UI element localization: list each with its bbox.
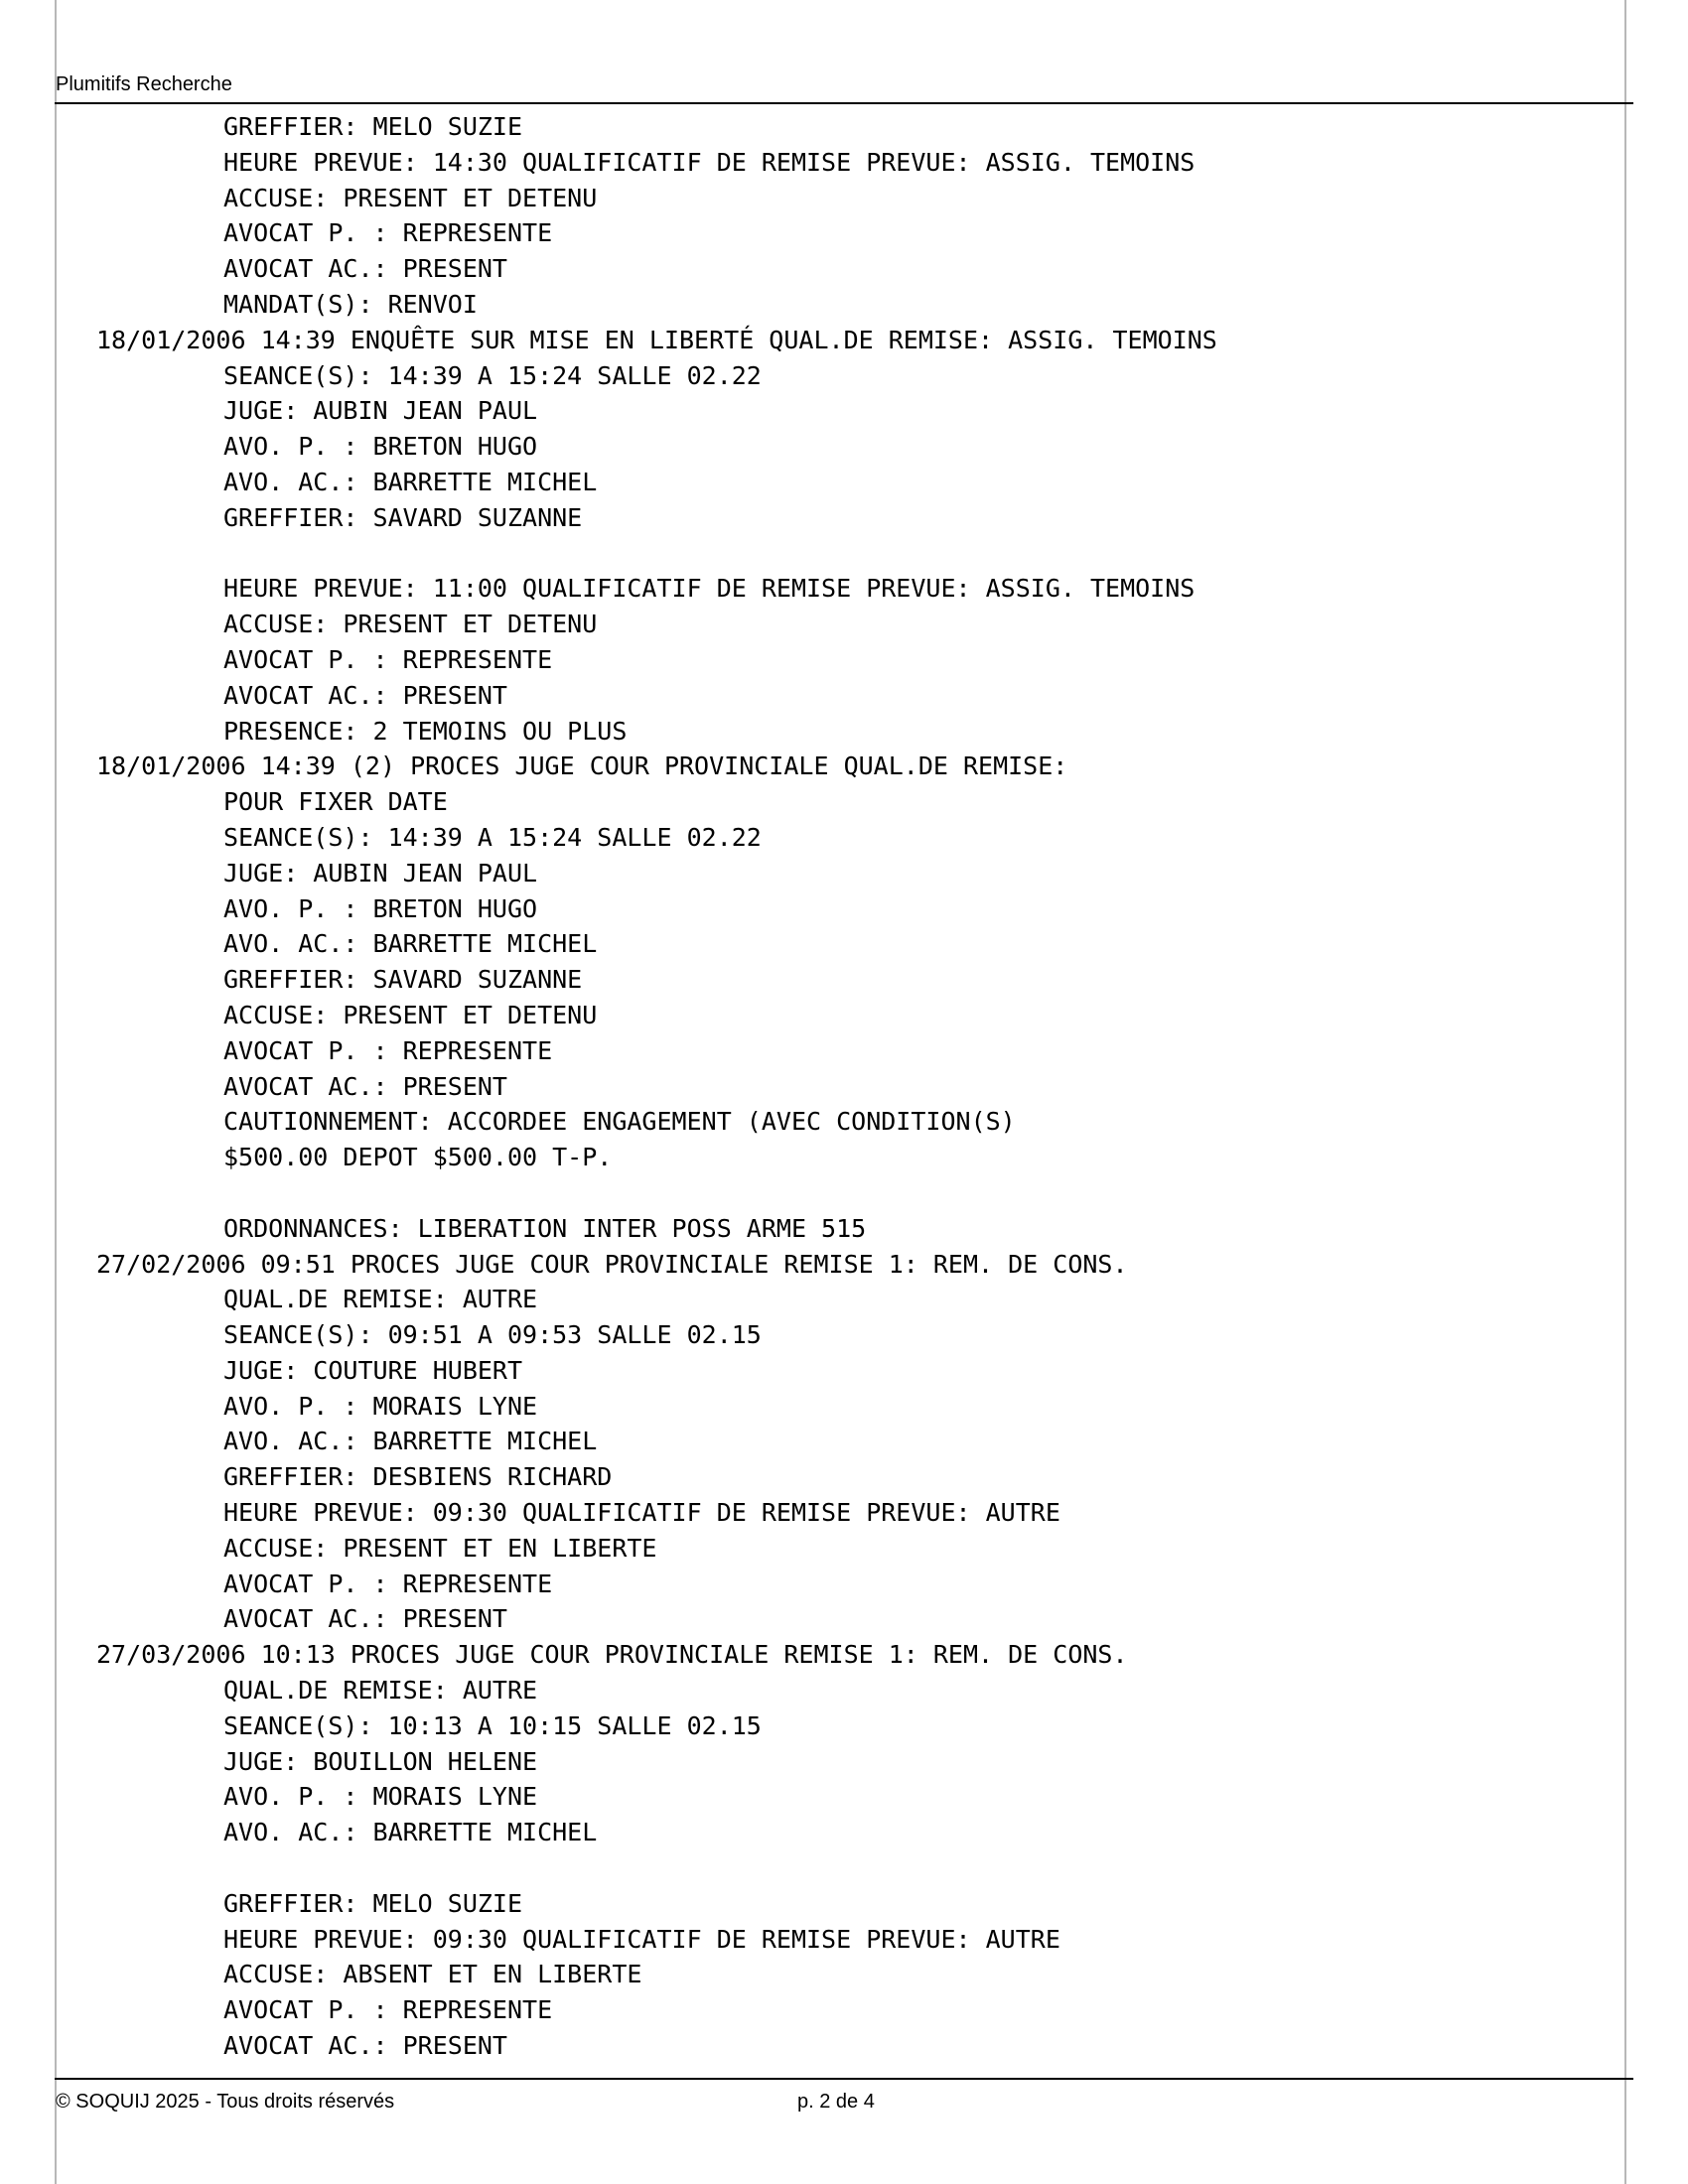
- record-detail-line: QUAL.DE REMISE: AUTRE: [223, 1285, 538, 1314]
- record-content: [0, 109, 1628, 2064]
- record-detail-line: AVO. AC.: BARRETTE MICHEL: [223, 929, 598, 959]
- record-detail-line: ACCUSE: PRESENT ET DETENU: [223, 183, 598, 212]
- record-detail-line: HEURE PREVUE: 11:00 QUALIFICATIF DE REMISE PREVUE: ASSIG. TEMOINS: [223, 574, 1196, 604]
- record-detail-line: SEANCE(S): 14:39 A 15:24 SALLE 02.22: [223, 360, 762, 390]
- record-detail-line: GREFFIER: SAVARD SUZANNE: [223, 502, 583, 532]
- header-divider: [55, 102, 1633, 104]
- record-detail-line: ACCUSE: PRESENT ET DETENU: [223, 610, 598, 639]
- record-detail-line: [0, 1850, 1628, 1886]
- record-detail-line: AVOCAT AC.: PRESENT: [223, 2031, 507, 2061]
- record-detail-line: AVOCAT AC.: PRESENT: [223, 254, 507, 284]
- record-detail-line: AVOCAT AC.: PRESENT: [223, 1071, 507, 1101]
- footer-page-number: p. 2 de 4: [797, 2091, 875, 2113]
- record-detail-line: AVOCAT P. : REPRESENTE: [223, 644, 553, 674]
- record-detail-line: ACCUSE: PRESENT ET DETENU: [223, 1000, 598, 1029]
- record-detail-line: JUGE: AUBIN JEAN PAUL: [223, 858, 538, 887]
- record-detail-line: AVOCAT P. : REPRESENTE: [223, 1035, 553, 1065]
- record-detail-line: HEURE PREVUE: 14:30 QUALIFICATIF DE REMISE PREVUE: ASSIG. TEMOINS: [223, 147, 1196, 177]
- record-detail-line: [0, 536, 1628, 572]
- footer-copyright: © SOQUIJ 2025 - Tous droits réservés: [56, 2091, 395, 2113]
- record-detail-line: [0, 1175, 1628, 1211]
- record-entry-line: 18/01/2006 14:39 (2) PROCES JUGE COUR PROVINCIALE QUAL.DE REMISE:: [96, 751, 1068, 781]
- footer-divider: [55, 2078, 1633, 2080]
- record-detail-line: ACCUSE: ABSENT ET EN LIBERTE: [223, 1960, 642, 1989]
- record-detail-line: SEANCE(S): 10:13 A 10:15 SALLE 02.15: [223, 1710, 762, 1740]
- record-detail-line: AVOCAT P. : REPRESENTE: [223, 1995, 553, 2025]
- record-detail-line: POUR FIXER DATE: [223, 787, 448, 817]
- page-header-title: Plumitifs Recherche: [56, 73, 232, 95]
- record-detail-line: HEURE PREVUE: 09:30 QUALIFICATIF DE REMISE PREVUE: AUTRE: [223, 1498, 1060, 1528]
- record-detail-line: PRESENCE: 2 TEMOINS OU PLUS: [223, 716, 628, 746]
- record-detail-line: AVO. AC.: BARRETTE MICHEL: [223, 467, 598, 496]
- record-detail-line: AVOCAT P. : REPRESENTE: [223, 1569, 553, 1598]
- record-detail-line: AVO. P. : BRETON HUGO: [223, 893, 538, 923]
- record-detail-line: MANDAT(S): RENVOI: [223, 289, 478, 319]
- record-detail-line: $500.00 DEPOT $500.00 T-P.: [223, 1143, 613, 1172]
- record-detail-line: HEURE PREVUE: 09:30 QUALIFICATIF DE REMISE PREVUE: AUTRE: [223, 1924, 1060, 1954]
- record-detail-line: QUAL.DE REMISE: AUTRE: [223, 1676, 538, 1706]
- record-detail-line: SEANCE(S): 14:39 A 15:24 SALLE 02.22: [223, 822, 762, 852]
- record-detail-line: AVOCAT AC.: PRESENT: [223, 680, 507, 710]
- record-detail-line: AVO. P. : MORAIS LYNE: [223, 1391, 538, 1421]
- record-detail-line: JUGE: COUTURE HUBERT: [223, 1355, 523, 1385]
- record-detail-line: AVO. P. : MORAIS LYNE: [223, 1782, 538, 1812]
- record-detail-line: AVO. P. : BRETON HUGO: [223, 432, 538, 462]
- record-detail-line: JUGE: BOUILLON HELENE: [223, 1746, 538, 1776]
- record-detail-line: AVOCAT P. : REPRESENTE: [223, 218, 553, 248]
- record-entry-line: 18/01/2006 14:39 ENQUÊTE SUR MISE EN LIBERTÉ QUAL.DE REMISE: ASSIG. TEMOINS: [96, 325, 1217, 354]
- record-detail-line: ORDONNANCES: LIBERATION INTER POSS ARME 515: [223, 1213, 867, 1243]
- record-detail-line: AVOCAT AC.: PRESENT: [223, 1604, 507, 1634]
- record-detail-line: AVO. AC.: BARRETTE MICHEL: [223, 1427, 598, 1456]
- record-detail-line: ACCUSE: PRESENT ET EN LIBERTE: [223, 1533, 657, 1563]
- record-detail-line: GREFFIER: SAVARD SUZANNE: [223, 965, 583, 995]
- record-detail-line: AVO. AC.: BARRETTE MICHEL: [223, 1818, 598, 1847]
- record-detail-line: GREFFIER: MELO SUZIE: [223, 112, 523, 141]
- record-detail-line: GREFFIER: MELO SUZIE: [223, 1888, 523, 1918]
- record-detail-line: SEANCE(S): 09:51 A 09:53 SALLE 02.15: [223, 1320, 762, 1350]
- record-detail-line: CAUTIONNEMENT: ACCORDEE ENGAGEMENT (AVEC CONDITION(S): [223, 1107, 1016, 1137]
- record-entry-line: 27/02/2006 09:51 PROCES JUGE COUR PROVINCIALE REMISE 1: REM. DE CONS.: [96, 1249, 1128, 1279]
- record-detail-line: JUGE: AUBIN JEAN PAUL: [223, 396, 538, 426]
- record-detail-line: GREFFIER: DESBIENS RICHARD: [223, 1462, 613, 1492]
- record-entry-line: 27/03/2006 10:13 PROCES JUGE COUR PROVINCIALE REMISE 1: REM. DE CONS.: [96, 1640, 1128, 1670]
